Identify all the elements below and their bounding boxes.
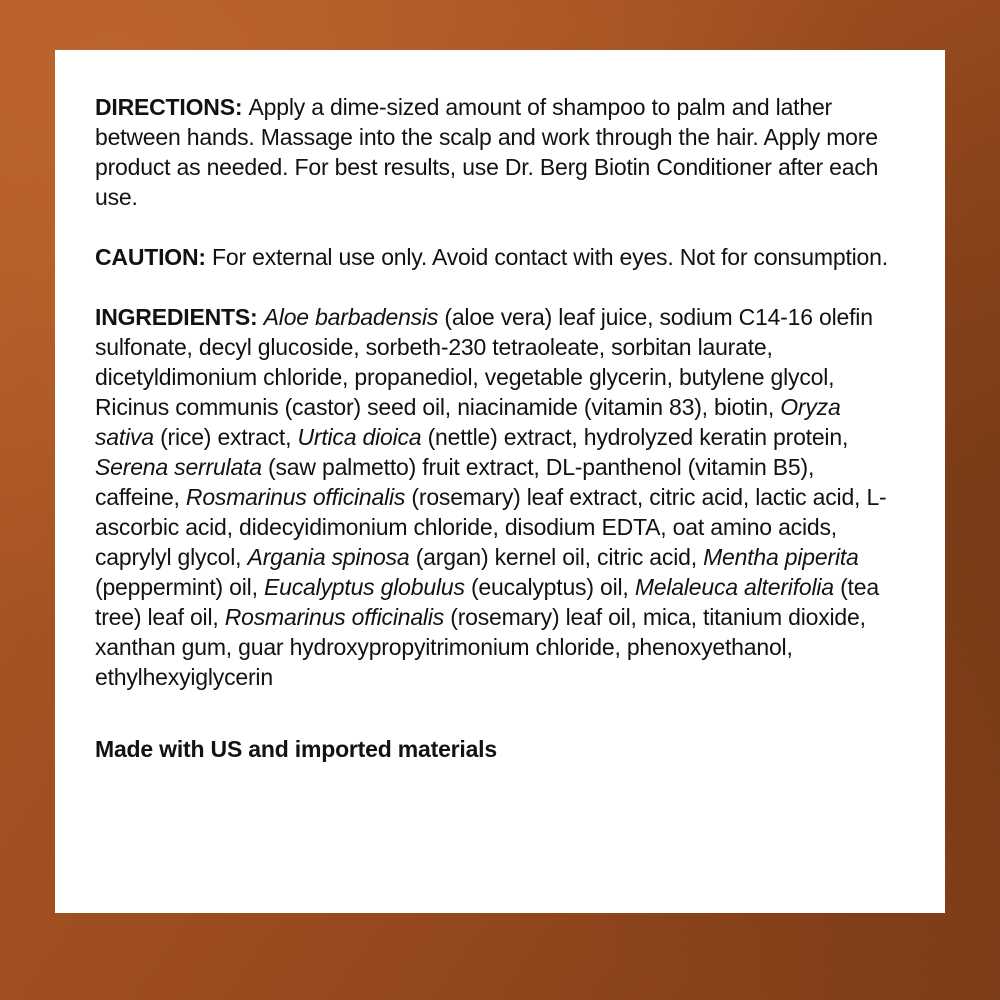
text-segment: Aloe barbadensis bbox=[263, 304, 439, 330]
caution-paragraph bbox=[95, 242, 905, 272]
text-segment: Oryza sativa bbox=[95, 394, 841, 450]
text-segment: (rosemary) leaf extract, citric acid, lactic acid, L-ascorbic acid, didecyidimonium chloride, disodium EDTA, oat amino acids, caprylyl glycol, bbox=[95, 484, 887, 570]
text-segment: DIRECTIONS: bbox=[95, 94, 249, 120]
text-segment: (nettle) extract, hydrolyzed keratin protein, bbox=[421, 424, 849, 450]
text-segment: (rosemary) leaf oil, mica, titanium dioxide, xanthan gum, guar hydroxypropyitrimonium chloride, phenoxyethanol, ethylhexyiglycerin bbox=[95, 604, 866, 690]
text-segment: Rosmarinus officinalis bbox=[185, 484, 406, 510]
text-segment: Eucalyptus globulus bbox=[263, 574, 465, 600]
text-segment: Apply a dime-sized amount of shampoo to palm and lather between hands. Massage into the scalp and work through the hair. Apply more product as needed. For best results, use Dr. Berg Biotin Conditioner after each use. bbox=[95, 94, 879, 210]
text-segment: Rosmarinus officinalis bbox=[224, 604, 445, 630]
directions-paragraph bbox=[95, 92, 905, 212]
text-segment: Urtica dioica bbox=[297, 424, 422, 450]
ingredients-paragraph bbox=[95, 302, 905, 692]
text-segment: (argan) kernel oil, citric acid, bbox=[409, 544, 704, 570]
text-segment: INGREDIENTS: bbox=[95, 304, 264, 330]
text-segment: Serena serrulata bbox=[95, 454, 262, 480]
label-card bbox=[55, 50, 945, 913]
text-segment: Melaleuca alterifolia bbox=[634, 574, 834, 600]
text-segment: CAUTION: bbox=[95, 244, 213, 270]
materials-note: Made with US and imported materials bbox=[95, 736, 497, 762]
text-segment: (saw palmetto) fruit extract, DL-panthenol (vitamin B5), caffeine, bbox=[95, 454, 815, 510]
text-segment: (peppermint) oil, bbox=[95, 574, 264, 600]
text-segment: (rice) extract, bbox=[153, 424, 298, 450]
text-segment: For external use only. Avoid contact with eyes. Not for consumption. bbox=[212, 244, 888, 270]
text-segment: (tea tree) leaf oil, bbox=[95, 574, 879, 630]
text-segment: (aloe vera) leaf juice, sodium C14-16 olefin sulfonate, decyl glucoside, sorbeth-230 tetraoleate, sorbitan laurate, dicetyldimonium chloride, propanediol, vegetable glycerin, butylene glycol, Ricinus communis (castor) seed oil, niacinamide (vitamin 83), biotin, bbox=[95, 304, 873, 420]
text-segment: Mentha piperita bbox=[703, 544, 859, 570]
text-segment: Argania spinosa bbox=[247, 544, 410, 570]
text-segment: (eucalyptus) oil, bbox=[464, 574, 635, 600]
